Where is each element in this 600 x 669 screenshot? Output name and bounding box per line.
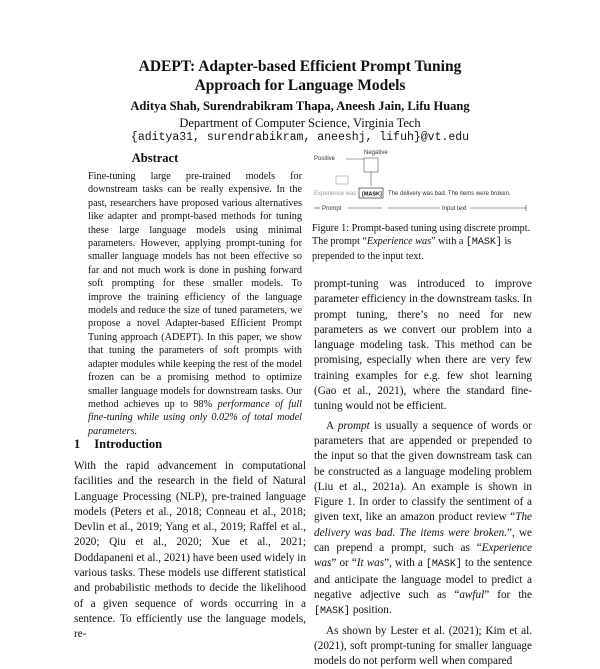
right-paragraph-3: As shown by Lester et al. (2021); Kim et al. (2021), soft prompt-tuning for smaller language models do not perform well when compared <box>314 624 532 668</box>
abstract-body <box>88 170 302 438</box>
input-text: The delivery was bad. The items were broken. <box>388 191 511 197</box>
p2-mask-2: [MASK] <box>314 606 351 618</box>
right-column-body <box>314 277 532 669</box>
figure-1-diagram <box>312 148 534 214</box>
label-negative: Negative <box>364 150 388 156</box>
section-heading <box>74 437 162 452</box>
figure-1-caption <box>312 222 534 263</box>
p2-prompt-2: It was <box>356 557 385 570</box>
caption-mask: [MASK] <box>465 237 502 249</box>
intro-paragraph-1: With the rapid advancement in computational facilities and the research in the field of Natural Language Processing (NLP), pre-trained language models (Peters et al., 2018; Conneau et al., 2018; Devlin et al., 2019; Yang et al., 2019; Raffel et al., 2020; Qiu et al., 2020; Xue et al., 2021; Doddapaneni et al., 2021) have been used widely in various tasks. These models use different statistical and probabilistic methods to decide the likelihood of a given sequence of words occurring in a sentence. To efficiently use the language models, re- <box>74 460 306 641</box>
p2-d: ” or “ <box>331 557 357 570</box>
title-line-1: ADEPT: Adapter-based Efficient Prompt Tuning <box>138 58 462 75</box>
intro-body <box>74 459 306 643</box>
vocab-box <box>364 158 378 172</box>
affiliation: Department of Computer Science, Virginia Tech <box>179 116 421 130</box>
p2-e: ”, with a <box>384 557 426 570</box>
title-line-2: Approach for Language Models <box>194 77 406 94</box>
caption-part-c: is prepended to the input text. <box>312 236 512 262</box>
p2-h: position. <box>350 604 392 617</box>
caption-part-a: Figure 1: Prompt-based tuning using discrete prompt. The prompt “ <box>312 223 531 248</box>
abstract-heading: Abstract <box>131 151 179 165</box>
section-number: 1 <box>74 437 81 451</box>
p2-awful: awful <box>459 588 485 601</box>
section-title: Introduction <box>94 437 163 451</box>
abstract-italic: performance of full fine-tuning while using only 0.02% of total model parameters <box>88 398 303 437</box>
p2-a: A <box>326 419 338 432</box>
p2-italic-prompt: prompt <box>337 419 370 432</box>
caption-italic: Experience was <box>366 236 432 248</box>
p2-mask-1: [MASK] <box>425 559 462 571</box>
p2-b: is usually a sequence of words or parameters that are appended or prepended to the input so that the given downstream task can be constructed as a language modeling problem (Liu et al., 2021a). An example is shown in Figure 1. In order to classify the sentiment of a given text, like an amazon product review “ <box>314 419 532 524</box>
abstract-text: Fine-tuning large pre-trained models for downstream tasks can be really expensive. In the past, researchers have proposed various alternatives like adapter and prompt-based methods for tuning these large language models using minimal parameters. However, applying prompt-tuning for smaller language models has not been effective so far and not much work is done in pushing forward soft prompting for these smaller models. To improve the training efficiency of the language models and reduce the size of tuned parameters, we propose a novel Adapter-based Efficient Prompt Tuning approach (ADEPT). In this paper, we show that tuning the parameters of soft prompts with adapter modules while keeping the rest of the model frozen can be a promising method to optimize smaller language models for downstream tasks. Our method achieves up to 98% <box>88 171 302 410</box>
right-paragraph-1: prompt-tuning was introduced to improve parameter efficiency in the downstream tasks. In prompt tuning, there’s no need for new parameters as we convert our problem into a language modeling task. This method can be promising, especially when there are very few training examples for e.g. few shot learning (Gao et al., 2021), where the standard fine-tuning would not be efficient. <box>314 278 532 413</box>
input-label: Input text <box>442 206 467 212</box>
p2-review: The delivery was bad. The items were broken. <box>314 511 532 539</box>
prompt-text: Experience was <box>314 191 357 197</box>
mask-token: [MASK] <box>362 191 382 198</box>
p2-f: to the sentence and anticipate the language model to predict a negative adjective such as “ <box>314 557 532 601</box>
p2-prompt-1: Experience was <box>314 542 532 570</box>
pos-box <box>336 176 348 184</box>
p2-g: ” for the <box>484 588 532 601</box>
author-emails: {aditya31, surendrabikram, aneeshj, lifuh}@vt.edu <box>130 131 470 144</box>
paper-title <box>0 57 600 95</box>
prompt-label: Prompt <box>322 206 342 212</box>
right-paragraph-2 <box>314 419 532 620</box>
author-list: Aditya Shah, Surendrabikram Thapa, Aneesh Jain, Lifu Huang <box>130 99 470 113</box>
label-positive: Positive <box>314 156 336 162</box>
abstract-end: . <box>134 425 137 437</box>
figure-1 <box>312 148 534 214</box>
caption-part-b: ” with a <box>431 236 466 248</box>
p2-c: ”, we can prepend a prompt, such as “ <box>314 526 532 555</box>
